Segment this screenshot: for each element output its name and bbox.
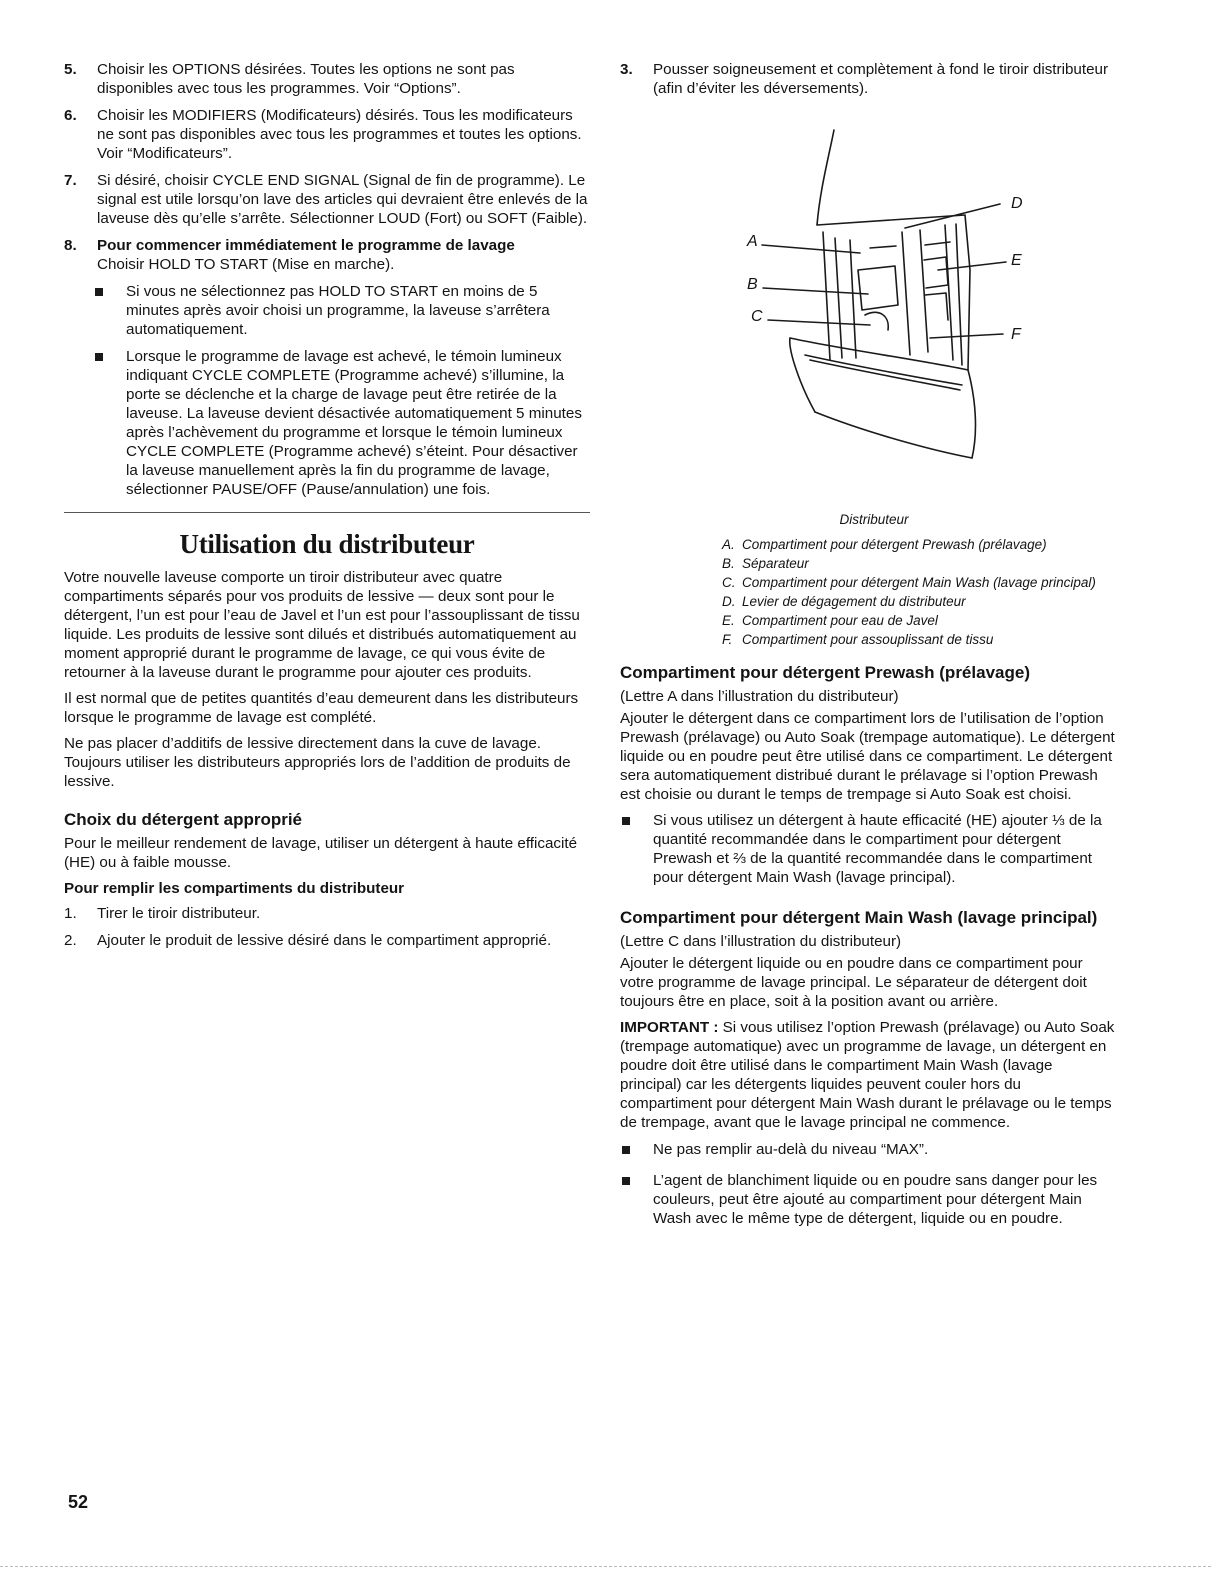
legend-key: F. [722, 632, 733, 647]
bullet-text: L’agent de blanchiment liquide ou en poudre sans danger pour les couleurs, peut être ajouté au compartiment pour détergent Main Wash avec le même type de détergent, liquide ou en poudre. [653, 1172, 1098, 1227]
dispenser-drawer-illustration [620, 120, 1116, 510]
list-item [620, 1171, 1116, 1228]
legend-item [722, 537, 1116, 553]
page-bottom-edge [0, 1566, 1211, 1567]
right-column [620, 60, 1116, 1228]
bullet-text: Ne pas remplir au-delà du niveau “MAX”. [653, 1141, 929, 1158]
left-column [64, 60, 590, 958]
callout-b: B [747, 276, 758, 293]
callout-f: F [1011, 326, 1021, 343]
step-number: 2. [64, 932, 77, 949]
list-item-fill-1 [64, 904, 590, 923]
step-text: Si désiré, choisir CYCLE END SIGNAL (Signal de fin de programme). Le signal est utile lorsqu’on lave des articles qui devraient être enlevés de la laveuse dès qu’elle s’arrête. Sélectionner LOUD (Fort) ou SOFT (Faible). [97, 172, 588, 227]
prewash-reference: (Lettre A dans l’illustration du distributeur) [620, 688, 899, 705]
bullet-text: Lorsque le programme de lavage est achevé, le témoin lumineux indiquant CYCLE COMPLETE (Programme achevé) s’illumine, la porte se déclenche et la charge de lavage peut être retirée de la laveuse. La laveuse devient désactivée automatiquement 5 minutes après l’achèvement du programme et lorsque le témoin lumineux CYCLE COMPLETE (Programme achevé) s’éteint. Pour désactiver la laveuse manuellement après la fin du programme de lavage, sélectionner PAUSE/OFF (Pause/annulation) une fois. [126, 348, 582, 498]
section-title: Utilisation du distributeur [179, 529, 475, 559]
mainwash-heading: Compartiment pour détergent Main Wash (lavage principal) [620, 908, 1098, 927]
intro-paragraph: Il est normal que de petites quantités d’eau demeurent dans les distributeurs lorsque le programme de lavage est complété. [64, 690, 579, 726]
callout-a: A [747, 233, 758, 250]
step-number: 1. [64, 905, 77, 922]
legend-item [722, 613, 1116, 629]
legend-key: B. [722, 556, 735, 571]
prewash-paragraph: Ajouter le détergent dans ce compartiment lors de l’utilisation de l’option Prewash (prélavage) ou Auto Soak (trempage automatique). Le détergent liquide ou en poudre peut être utilisé dans ce compartiment. Le détergent sera automatiquement distribué durant le prélavage si l’option Prewash est choisie ou durant le temps de trempage si Auto Soak est choisi. [620, 710, 1115, 803]
legend-key: A. [722, 537, 735, 552]
list-item-step-7 [64, 171, 590, 228]
legend-key: E. [722, 613, 735, 628]
mainwash-paragraph: Ajouter le détergent liquide ou en poudre dans ce compartiment pour votre programme de lavage principal. Le séparateur de détergent doit toujours être en place, soit à la position avant ou arrière. [620, 955, 1087, 1010]
step-text: Choisir les MODIFIERS (Modificateurs) désirés. Tous les modificateurs ne sont pas disponibles avec tous les programmes et toutes les options. Voir “Modificateurs”. [97, 107, 582, 162]
list-item-step-8 [64, 236, 590, 274]
step-title: Pour commencer immédiatement le programme de lavage [97, 237, 515, 254]
step-number: 8. [64, 237, 77, 254]
step-text: Tirer le tiroir distributeur. [97, 905, 261, 922]
list-item [620, 1140, 1116, 1159]
legend-item [722, 556, 1116, 572]
square-bullet-icon [95, 288, 103, 296]
square-bullet-icon [95, 353, 103, 361]
step-text: Choisir HOLD TO START (Mise en marche). [97, 256, 395, 273]
legend-text: Compartiment pour détergent Prewash (prélavage) [742, 537, 1047, 552]
step-number: 6. [64, 107, 77, 124]
legend-key: D. [722, 594, 736, 609]
callout-c: C [751, 308, 763, 325]
important-paragraph [620, 1018, 1116, 1132]
list-item-step-5 [64, 60, 590, 98]
bullet-text: Si vous utilisez un détergent à haute efficacité (HE) ajouter ⅓ de la quantité recommandée dans le compartiment pour détergent Prewash et ⅔ de la quantité recommandée dans le compartiment pour détergent Main Wash (lavage principal). [653, 812, 1102, 886]
square-bullet-icon [622, 1177, 630, 1185]
legend-text: Compartiment pour assouplissant de tissu [742, 632, 994, 647]
square-bullet-icon [622, 1146, 630, 1154]
legend-text: Levier de dégagement du distributeur [742, 594, 966, 609]
page-number: 52 [68, 1492, 89, 1512]
list-item-step-3 [620, 60, 1116, 98]
legend-text: Compartiment pour eau de Javel [742, 613, 938, 628]
intro-paragraph: Ne pas placer d’additifs de lessive directement dans la cuve de lavage. Toujours utiliser les distributeurs appropriés lors de l’addition de produits de lessive. [64, 735, 571, 790]
square-bullet-icon [622, 817, 630, 825]
step-text: Ajouter le produit de lessive désiré dans le compartiment approprié. [97, 932, 552, 949]
list-item-fill-2 [64, 931, 590, 950]
legend-item [722, 575, 1116, 591]
choix-paragraph: Pour le meilleur rendement de lavage, utiliser un détergent à haute efficacité (HE) ou à faible mousse. [64, 835, 578, 871]
choix-heading: Choix du détergent approprié [64, 810, 303, 829]
step-number: 5. [64, 61, 77, 78]
step-number: 7. [64, 172, 77, 189]
step-number: 3. [620, 61, 633, 78]
figure-legend [722, 537, 1116, 648]
bullet-text: Si vous ne sélectionnez pas HOLD TO START en moins de 5 minutes après avoir choisi un programme, la laveuse s’arrêtera automatiquement. [126, 283, 550, 338]
callout-d: D [1011, 195, 1023, 212]
step-8-bullets [93, 282, 590, 499]
step-text: Pousser soigneusement et complètement à fond le tiroir distributeur (afin d’éviter les déversements). [653, 61, 1109, 97]
dispenser-figure [620, 120, 1116, 510]
legend-item [722, 594, 1116, 610]
legend-item [722, 632, 1116, 648]
intro-paragraph: Votre nouvelle laveuse comporte un tiroir distributeur avec quatre compartiments séparés pour vos produits de lessive — deux sont pour le détergent, l’un est pour l’eau de Javel et l’un est pour l’assouplissant de tissu liquide. Les produits de lessive sont dilués et distribués automatiquement au moment approprié durant le programme de lavage, ce qui vous évite de retourner à la laveuse durant le programme pour ajouter ces produits. [64, 569, 580, 681]
step-text: Choisir les OPTIONS désirées. Toutes les options ne sont pas disponibles avec tous les programmes. Voir “Options”. [97, 61, 515, 97]
important-label: IMPORTANT : [620, 1019, 719, 1036]
list-item [93, 347, 590, 499]
list-item-step-6 [64, 106, 590, 163]
section-divider [64, 512, 590, 513]
prewash-heading: Compartiment pour détergent Prewash (prélavage) [620, 663, 1030, 682]
remplir-heading: Pour remplir les compartiments du distributeur [64, 880, 405, 897]
legend-text: Compartiment pour détergent Main Wash (lavage principal) [742, 575, 1096, 590]
figure-caption: Distributeur [839, 512, 909, 527]
list-item [620, 811, 1116, 887]
important-text: Si vous utilisez l’option Prewash (prélavage) ou Auto Soak (trempage automatique) avec un programme de lavage, un détergent en poudre doit être utilisé dans le compartiment Main Wash (lavage principal) car les détergents liquides peuvent couler hors du compartiment pour détergent Main Wash durant le prélavage ou le temps de trempage, avant que le lavage principal ne commence. [620, 1019, 1115, 1131]
legend-key: C. [722, 575, 736, 590]
list-item [93, 282, 590, 339]
legend-text: Séparateur [742, 556, 809, 571]
callout-e: E [1011, 252, 1022, 269]
mainwash-reference: (Lettre C dans l’illustration du distributeur) [620, 933, 902, 950]
